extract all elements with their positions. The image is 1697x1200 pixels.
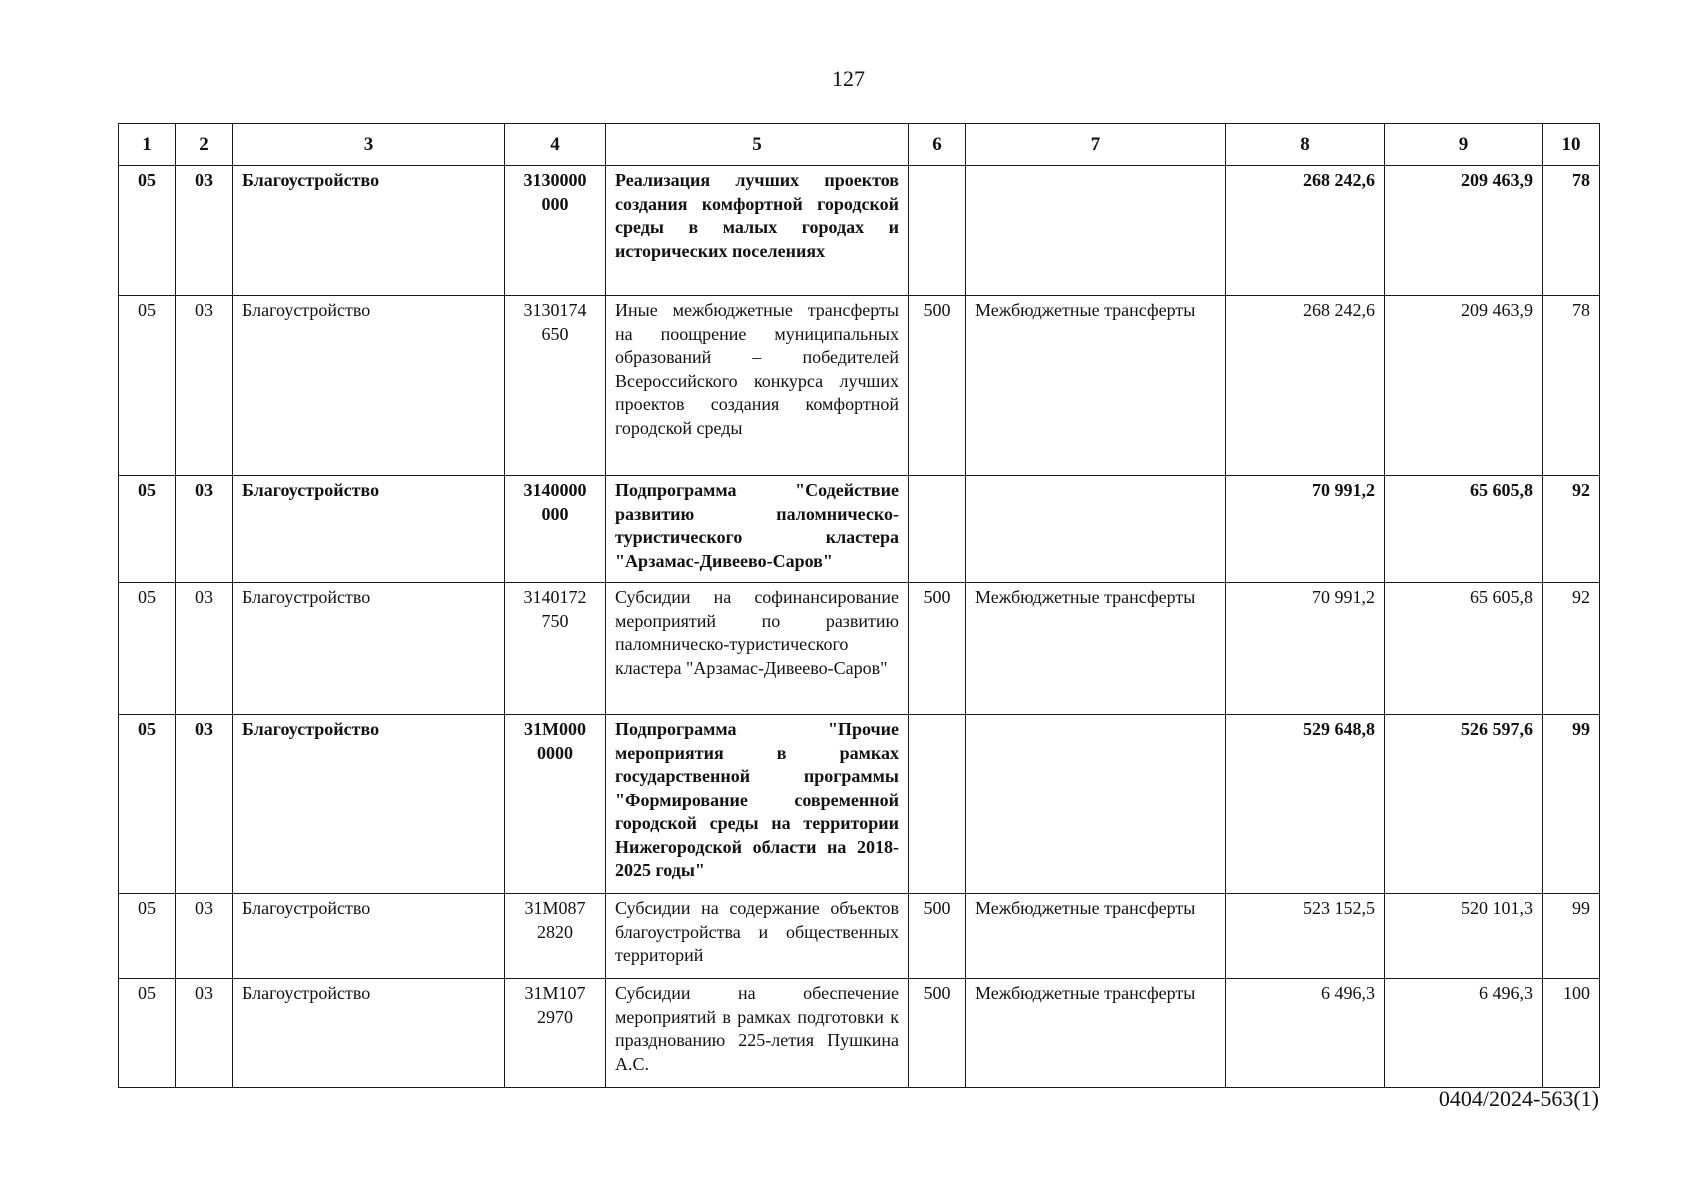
- description-cell: Иные межбюджетные трансферты на поощрение муниципальных образований – победителей Всероссийского конкурса лучших проектов создания комфортной городской среды: [606, 296, 909, 476]
- section-name-cell: Благоустройство: [233, 476, 505, 583]
- percent-cell: 100: [1543, 979, 1600, 1088]
- percent-cell: 78: [1543, 296, 1600, 476]
- amount-col9-cell: 520 101,3: [1385, 894, 1543, 979]
- expense-type-name-cell: [966, 476, 1226, 583]
- expense-type-code-cell: 500: [909, 979, 966, 1088]
- expense-type-code-cell: [909, 715, 966, 894]
- section-code-cell: 05: [119, 979, 176, 1088]
- target-article-cell: [505, 715, 606, 894]
- description-cell: Субсидии на софинансирование мероприятий по развитию паломническо-туристического кластера "Арзамас-Дивеево-Саров": [606, 583, 909, 715]
- percent-cell: 78: [1543, 166, 1600, 296]
- expense-type-code-cell: 500: [909, 894, 966, 979]
- amount-col8-cell: 70 991,2: [1226, 583, 1385, 715]
- section-code-cell: 05: [119, 296, 176, 476]
- section-name-cell: Благоустройство: [233, 894, 505, 979]
- subsection-code-cell: 03: [176, 583, 233, 715]
- subsection-code-cell: 03: [176, 979, 233, 1088]
- column-header: 4: [505, 124, 606, 166]
- table-row: [119, 894, 1600, 979]
- column-header: 2: [176, 124, 233, 166]
- page-number: 127: [832, 66, 865, 91]
- column-header: 7: [966, 124, 1226, 166]
- expense-type-name-cell: Межбюджетные трансферты: [966, 296, 1226, 476]
- section-name-cell: Благоустройство: [233, 979, 505, 1088]
- target-article-cell: [505, 296, 606, 476]
- target-article-cell: [505, 583, 606, 715]
- expense-type-name-cell: [966, 715, 1226, 894]
- percent-cell: 92: [1543, 476, 1600, 583]
- expense-type-code-cell: [909, 476, 966, 583]
- table-row: [119, 715, 1600, 894]
- expense-type-name-cell: Межбюджетные трансферты: [966, 979, 1226, 1088]
- target-article-cell: [505, 894, 606, 979]
- percent-cell: 92: [1543, 583, 1600, 715]
- table-row: [119, 979, 1600, 1088]
- target-article-line: 000: [541, 193, 569, 214]
- header-row: [119, 124, 1600, 166]
- section-name-cell: Благоустройство: [233, 715, 505, 894]
- subsection-code-cell: 03: [176, 296, 233, 476]
- expense-type-name-cell: [966, 166, 1226, 296]
- subsection-code-cell: 03: [176, 715, 233, 894]
- description-cell: Субсидии на обеспечение мероприятий в рамках подготовки к празднованию 225-летия Пушкина А.С.: [606, 979, 909, 1088]
- description-cell: Подпрограмма "Прочие мероприятия в рамках государственной программы "Формирование современной городской среды на территории Нижегородской области на 2018-2025 годы": [606, 715, 909, 894]
- amount-col8-cell: 268 242,6: [1226, 296, 1385, 476]
- section-name-cell: Благоустройство: [233, 166, 505, 296]
- column-header: 1: [119, 124, 176, 166]
- subsection-code-cell: 03: [176, 476, 233, 583]
- target-article-line: 3140000: [523, 480, 587, 500]
- amount-col8-cell: 6 496,3: [1226, 979, 1385, 1088]
- table-row: [119, 476, 1600, 583]
- document-registration-code: 0404/2024-563(1): [1438, 1086, 1599, 1111]
- section-name-cell: Благоустройство: [233, 583, 505, 715]
- expense-type-name-cell: Межбюджетные трансферты: [966, 583, 1226, 715]
- subsection-code-cell: 03: [176, 894, 233, 979]
- amount-col8-cell: 70 991,2: [1226, 476, 1385, 583]
- section-code-cell: 05: [119, 894, 176, 979]
- expense-type-code-cell: 500: [909, 296, 966, 476]
- column-header: 9: [1385, 124, 1543, 166]
- percent-cell: 99: [1543, 715, 1600, 894]
- amount-col9-cell: 526 597,6: [1385, 715, 1543, 894]
- amount-col9-cell: 6 496,3: [1385, 979, 1543, 1088]
- budget-table: [118, 123, 1600, 1088]
- target-article-line: 3130000: [523, 170, 587, 190]
- amount-col9-cell: 65 605,8: [1385, 476, 1543, 583]
- column-header: 10: [1543, 124, 1600, 166]
- section-code-cell: 05: [119, 476, 176, 583]
- table-row: [119, 166, 1600, 296]
- description-cell: Реализация лучших проектов создания комфортной городской среды в малых городах и исторических поселениях: [606, 166, 909, 296]
- amount-col9-cell: 209 463,9: [1385, 296, 1543, 476]
- target-article-line: 0000: [537, 742, 573, 763]
- column-header: 8: [1226, 124, 1385, 166]
- table-row: [119, 583, 1600, 715]
- target-article-cell: [505, 166, 606, 296]
- target-article-line: 2820: [537, 921, 573, 942]
- section-name-cell: Благоустройство: [233, 296, 505, 476]
- section-code-cell: 05: [119, 583, 176, 715]
- column-header: 5: [606, 124, 909, 166]
- amount-col9-cell: 65 605,8: [1385, 583, 1543, 715]
- table-row: [119, 296, 1600, 476]
- section-code-cell: 05: [119, 715, 176, 894]
- amount-col8-cell: 529 648,8: [1226, 715, 1385, 894]
- target-article-line: 31М107: [524, 983, 586, 1003]
- target-article-cell: [505, 476, 606, 583]
- target-article-line: 31М087: [524, 898, 586, 918]
- amount-col8-cell: 523 152,5: [1226, 894, 1385, 979]
- target-article-line: 3140172: [523, 587, 587, 607]
- amount-col9-cell: 209 463,9: [1385, 166, 1543, 296]
- target-article-line: 2970: [537, 1006, 573, 1027]
- description-cell: Подпрограмма "Содействие развитию паломническо-туристического кластера "Арзамас-Дивеево-Саров": [606, 476, 909, 583]
- target-article-line: 31М000: [524, 719, 586, 739]
- target-article-line: 3130174: [523, 300, 587, 320]
- column-header: 3: [233, 124, 505, 166]
- amount-col8-cell: 268 242,6: [1226, 166, 1385, 296]
- expense-type-code-cell: 500: [909, 583, 966, 715]
- description-cell: Субсидии на содержание объектов благоустройства и общественных территорий: [606, 894, 909, 979]
- expense-type-code-cell: [909, 166, 966, 296]
- column-header: 6: [909, 124, 966, 166]
- section-code-cell: 05: [119, 166, 176, 296]
- percent-cell: 99: [1543, 894, 1600, 979]
- target-article-line: 750: [541, 610, 569, 631]
- expense-type-name-cell: Межбюджетные трансферты: [966, 894, 1226, 979]
- target-article-line: 650: [541, 323, 569, 344]
- target-article-cell: [505, 979, 606, 1088]
- subsection-code-cell: 03: [176, 166, 233, 296]
- target-article-line: 000: [541, 503, 569, 524]
